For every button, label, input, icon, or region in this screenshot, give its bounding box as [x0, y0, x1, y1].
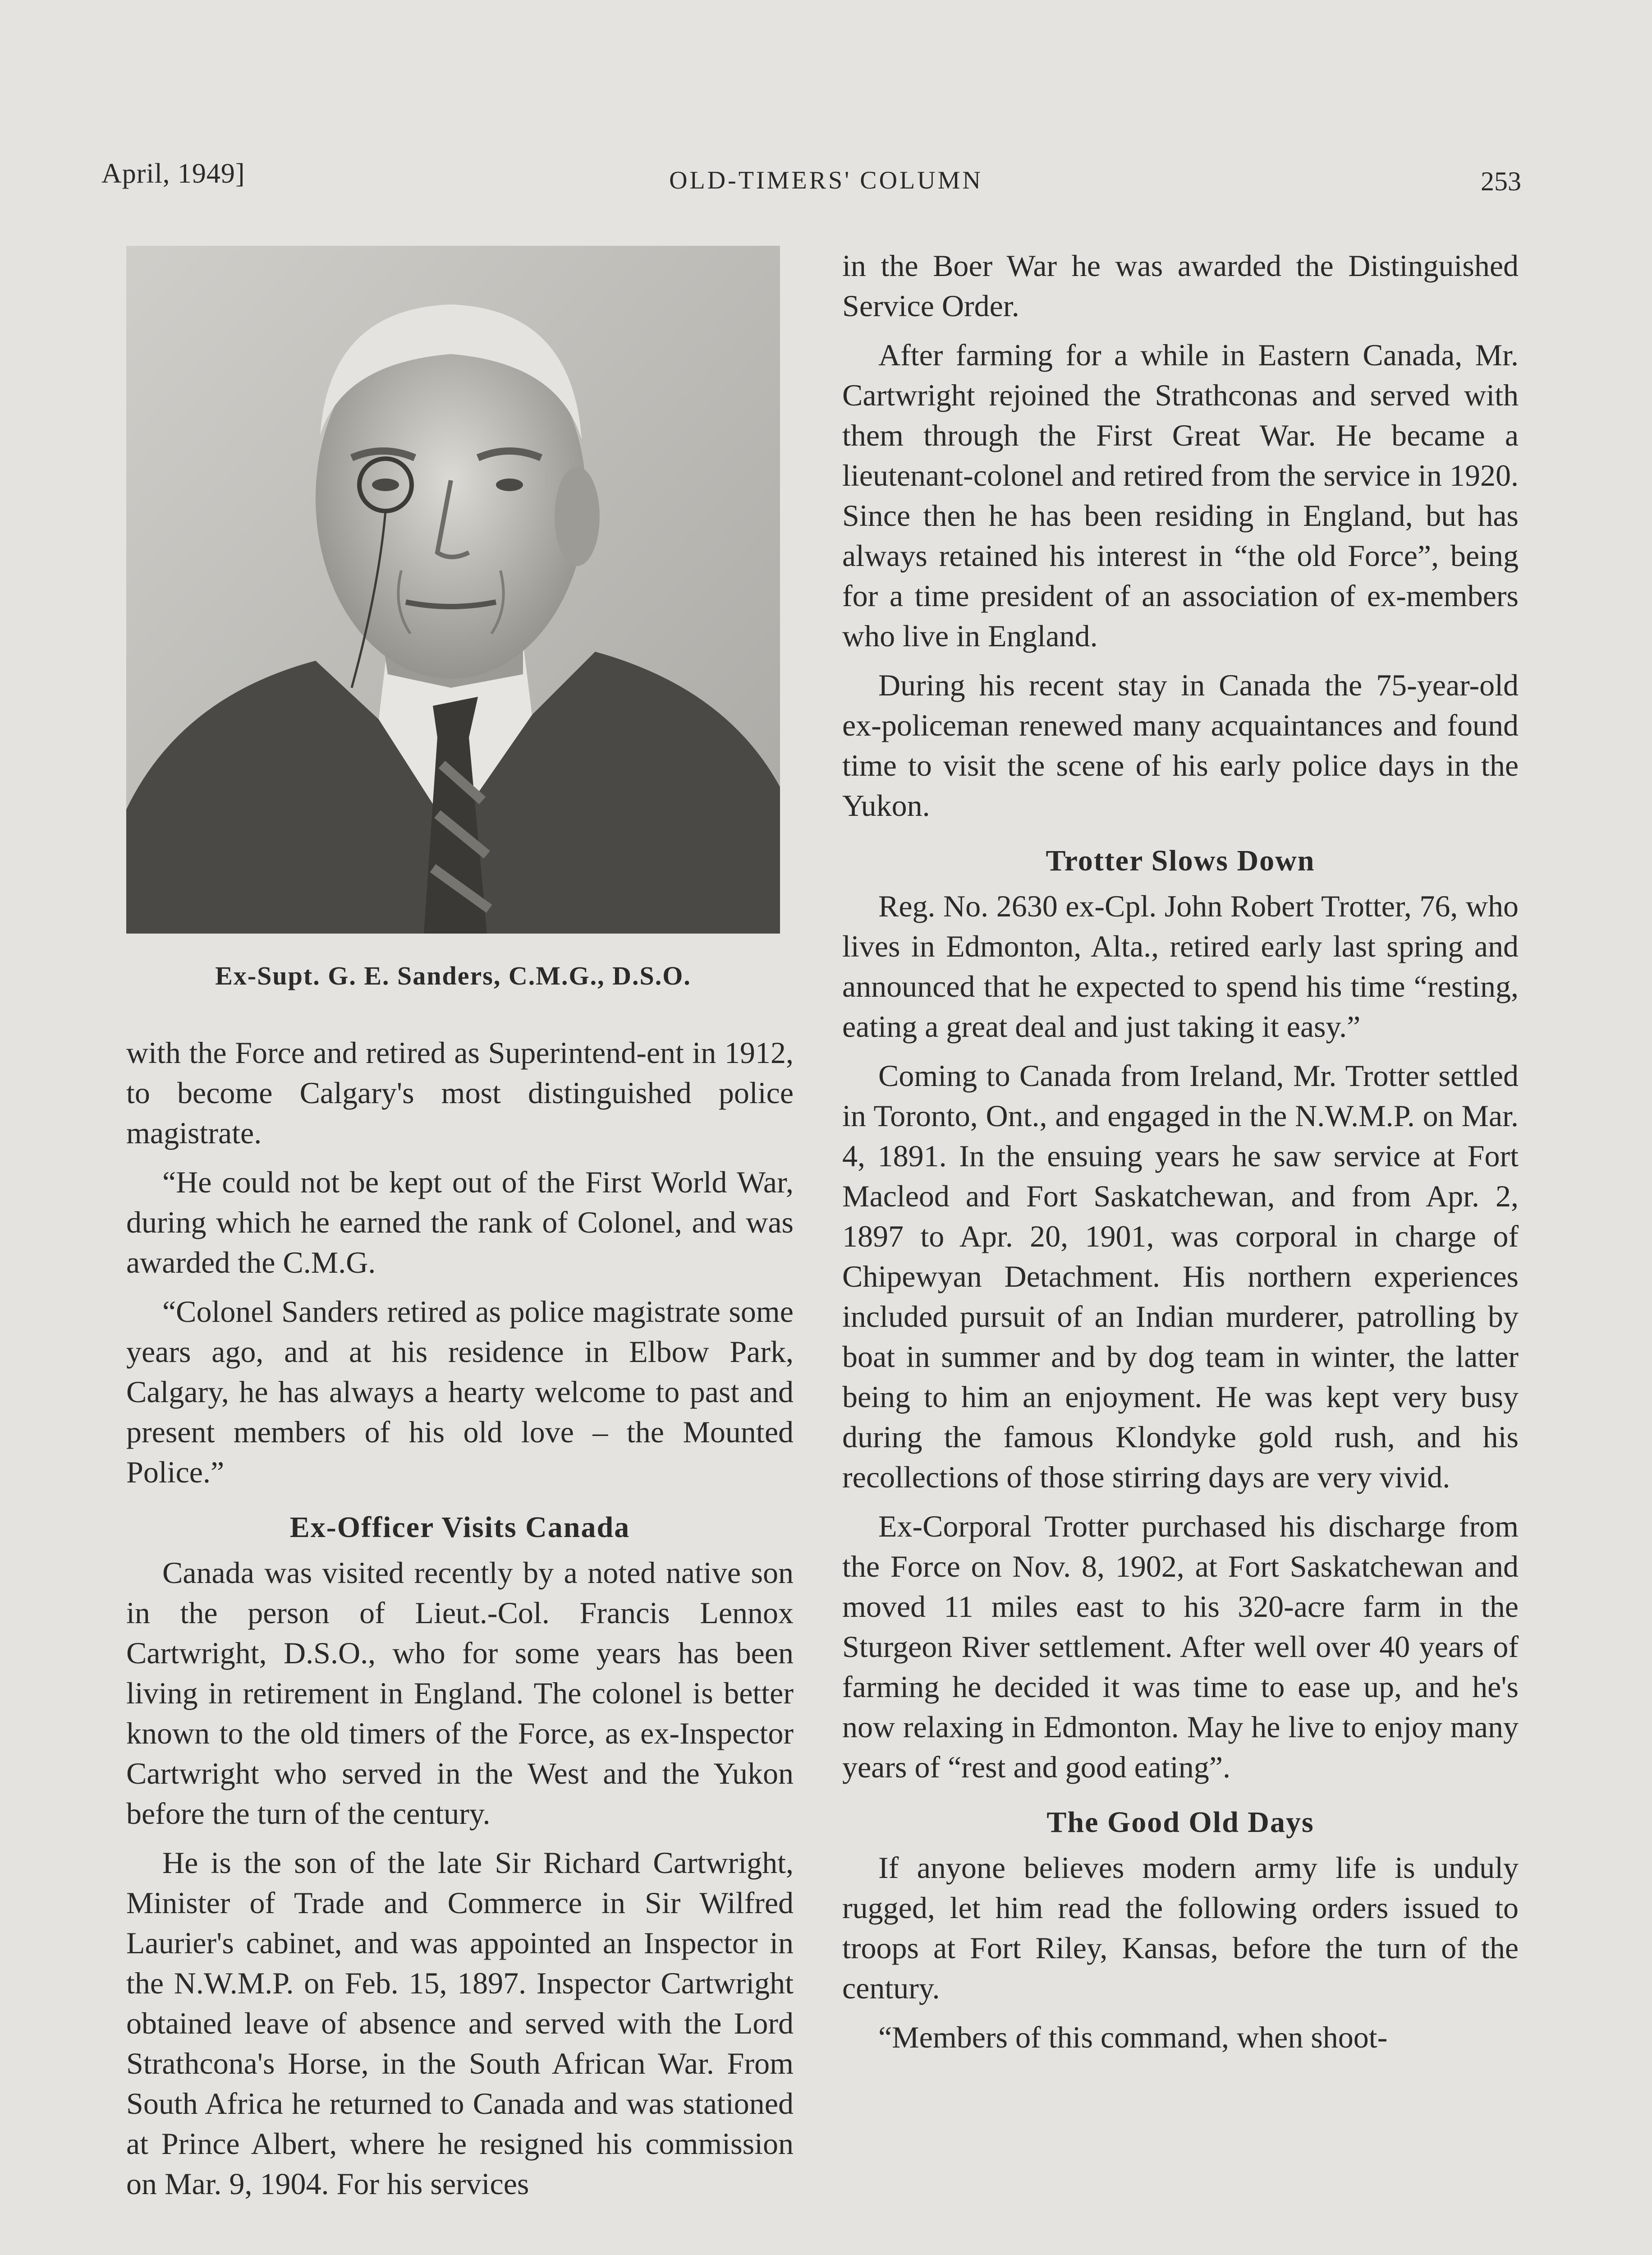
portrait-photo	[126, 246, 780, 934]
paragraph: Reg. No. 2630 ex-Cpl. John Robert Trotter, 76, who lives in Edmonton, Alta., retired early last spring and announced that he expected to spend his time “resting, eating a great deal and just taking it easy.”	[842, 889, 1519, 1044]
paragraph: Ex-Corporal Trotter purchased his discharge from the Force on Nov. 8, 1902, at Fort Saskatchewan and moved 11 miles east to his 320-acre farm in the Sturgeon River settlement. After well over 40 years of farming he decided it was time to ease up, and he's now relaxing in Edmonton. May he live to enjoy many years of “rest and good eating”.	[842, 1509, 1519, 1784]
paragraph: with the Force and retired as Superintend-ent in 1912, to become Calgary's most distinguished police magistrate.	[126, 1035, 794, 1150]
right-column	[842, 246, 1519, 2057]
left-column	[126, 1033, 794, 2204]
paragraph: “Colonel Sanders retired as police magistrate some years ago, and at his residence in Elbow Park, Calgary, he has always a hearty welcome to past and present members of his old love – the Mounted Police.”	[126, 1294, 794, 1489]
issue-date: April, 1949]	[101, 158, 245, 189]
paragraph: “Members of this command, when shoot-	[878, 2020, 1388, 2054]
photo-caption: Ex-Supt. G. E. Sanders, C.M.G., D.S.O.	[215, 961, 691, 990]
section-heading: The Good Old Days	[1046, 1806, 1314, 1839]
running-title: OLD-TIMERS' COLUMN	[669, 166, 983, 194]
paragraph: Coming to Canada from Ireland, Mr. Trotter settled in Toronto, Ont., and engaged in the N.W.M.P. on Mar. 4, 1891. In the ensuing years he saw service at Fort Macleod and Fort Saskatchewan, and from Apr. 2, 1897 to Apr. 20, 1901, was corporal in charge of Chipewyan Detachment. His northern experiences included pursuit of an Indian murderer, patrolling by boat in summer and by dog team in winter, the latter being to him an enjoyment. He was kept very busy during the famous Klondyke gold rush, and his recollections of those stirring days are very vivid.	[842, 1058, 1519, 1494]
section-heading: Ex-Officer Visits Canada	[289, 1511, 630, 1544]
paragraph: He is the son of the late Sir Richard Cartwright, Minister of Trade and Commerce in Sir Wilfred Laurier's cabinet, and was appointed an Inspector in the N.W.M.P. on Feb. 15, 1897. Inspector Cartwright obtained leave of absence and served with the Lord Strathcona's Horse, in the South African War. From South Africa he returned to Canada and was stationed at Prince Albert, where he resigned his commission on Mar. 9, 1904. For his services	[126, 1845, 794, 2201]
section-heading: Trotter Slows Down	[1046, 844, 1315, 877]
paragraph: in the Boer War he was awarded the Distinguished Service Order.	[842, 249, 1519, 323]
paragraph: After farming for a while in Eastern Canada, Mr. Cartwright rejoined the Strathconas and served with them through the First Great War. He became a lieutenant-colonel and retired from the service in 1920. Since then he has been residing in England, but has always retained his interest in “the old Force”, being for a time president of an association of ex-members who live in England.	[842, 338, 1519, 653]
paragraph: During his recent stay in Canada the 75-year-old ex-policeman renewed many acquaintances and found time to visit the scene of his early police days in the Yukon.	[842, 668, 1519, 823]
paragraph: If anyone believes modern army life is unduly rugged, let him read the following orders issued to troops at Fort Riley, Kansas, before the turn of the century.	[842, 1850, 1519, 2005]
page-number: 253	[1481, 166, 1521, 196]
page-header	[0, 158, 1652, 198]
portrait-image	[126, 246, 780, 934]
paragraph: Canada was visited recently by a noted native son in the person of Lieut.-Col. Francis Lennox Cartwright, D.S.O., who for some years has been living in retirement in England. The colonel is better known to the old timers of the Force, as ex-Inspector Cartwright who served in the West and the Yukon before the turn of the century.	[126, 1555, 794, 1831]
paragraph: “He could not be kept out of the First World War, during which he earned the rank of Colonel, and was awarded the C.M.G.	[126, 1165, 794, 1279]
